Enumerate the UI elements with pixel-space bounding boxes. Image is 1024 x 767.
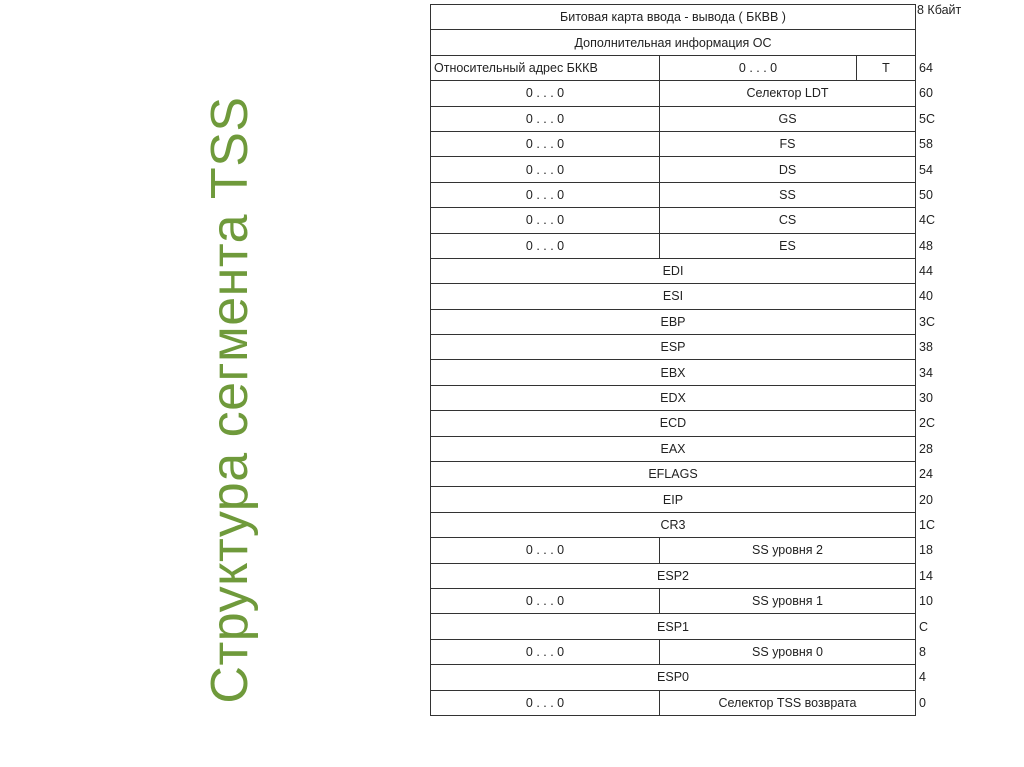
offset-label: 10 — [919, 594, 933, 609]
tss-row — [430, 30, 916, 55]
offset-label: 2C — [919, 416, 935, 431]
tss-row — [430, 360, 933, 385]
tss-row — [430, 437, 933, 462]
field-label: CR3 — [660, 518, 686, 532]
tss-row — [430, 259, 933, 284]
field-label: EIP — [662, 492, 684, 507]
field-label: Селектор LDT — [746, 86, 829, 101]
reserved-bits: 0 . . . 0 — [431, 234, 660, 258]
slide-title: Структура сегмента TSS — [201, 96, 259, 704]
offset-label: 3C — [919, 314, 935, 329]
field-label: ES — [779, 238, 796, 253]
offset-label: 8 — [919, 644, 926, 659]
tss-row — [430, 487, 933, 512]
field-label: EDX — [660, 391, 686, 406]
field-label: SS уровня 2 — [752, 543, 823, 558]
reserved-bits: 0 . . . 0 — [431, 81, 660, 105]
tss-row — [430, 691, 926, 716]
tss-row — [430, 183, 933, 208]
field-label: Дополнительная информация ОС — [574, 35, 772, 50]
field-label: ESP1 — [657, 619, 689, 634]
offset-label: 18 — [919, 543, 933, 558]
offset-label: 48 — [919, 238, 933, 253]
tss-row — [430, 640, 926, 665]
reserved-bits: 0 . . . 0 — [431, 183, 660, 207]
reserved-bits: 0 . . . 0 — [431, 640, 660, 664]
offset-label: 14 — [919, 568, 933, 583]
field-label: DS — [778, 162, 797, 177]
field-label: EBX — [660, 365, 686, 380]
offset-label: 30 — [919, 391, 933, 406]
offset-label: 24 — [919, 467, 933, 482]
reserved-bits: 0 . . . 0 — [431, 208, 660, 232]
tss-row — [430, 665, 926, 690]
offset-label: 40 — [919, 289, 933, 304]
field-label: ESP — [660, 340, 686, 355]
field-label: ECD — [659, 416, 687, 431]
tss-row — [430, 56, 933, 81]
offset-label: 54 — [919, 162, 933, 177]
reserved-bits: 0 . . . 0 — [431, 107, 660, 131]
field-label: EFLAGS — [648, 467, 698, 482]
reserved-bits: 0 . . . 0 — [431, 589, 660, 613]
offset-label: 50 — [919, 187, 933, 202]
tss-row — [430, 589, 933, 614]
offset-label: 28 — [919, 441, 933, 456]
tss-row — [430, 462, 933, 487]
offset-label: 20 — [919, 492, 933, 507]
trap-flag: T — [882, 60, 890, 75]
tss-row — [430, 335, 933, 360]
tss-row — [430, 132, 933, 157]
tss-structure-table — [430, 2, 962, 716]
offset-label: 60 — [919, 86, 933, 101]
tss-row — [430, 513, 935, 538]
field-label: Битовая карта ввода - вывода ( БКВВ ) — [560, 10, 786, 25]
tss-row — [430, 386, 933, 411]
offset-label: 4C — [919, 213, 935, 228]
offset-label: 64 — [919, 60, 933, 75]
offset-label: 34 — [919, 365, 933, 380]
reserved-bits: 0 . . . 0 — [431, 538, 660, 562]
field-label: SS уровня 0 — [752, 644, 823, 659]
field-label: SS — [779, 187, 796, 202]
field-label: CS — [778, 213, 797, 228]
tss-row — [430, 234, 933, 259]
field-label: FS — [779, 137, 796, 152]
tss-row — [430, 564, 933, 589]
tss-row — [430, 2, 962, 30]
reserved-bits: 0 . . . 0 — [431, 132, 660, 156]
reserved-bits: 0 . . . 0 — [660, 56, 857, 80]
tss-row — [430, 208, 935, 233]
field-label: ESI — [662, 289, 684, 304]
field-label: ESP2 — [657, 568, 689, 583]
reserved-bits: 0 . . . 0 — [431, 691, 660, 715]
field-label: SS уровня 1 — [752, 594, 823, 609]
tss-row — [430, 157, 933, 182]
offset-label: 4 — [919, 670, 926, 685]
tss-row — [430, 411, 935, 436]
offset-label: 0 — [919, 695, 926, 710]
offset-label: 38 — [919, 340, 933, 355]
offset-label: 58 — [919, 137, 933, 152]
field-label: GS — [778, 111, 797, 126]
reserved-bits: 0 . . . 0 — [431, 157, 660, 181]
tss-row — [430, 284, 933, 309]
tss-row — [430, 614, 929, 639]
offset-label: 8 Кбайт — [917, 2, 962, 17]
field-label: EBP — [660, 314, 686, 329]
offset-label: 1C — [919, 518, 935, 532]
field-label: Относительный адрес БККВ — [431, 56, 660, 80]
field-label: Селектор TSS возврата — [718, 695, 857, 710]
tss-row — [430, 81, 933, 106]
field-label: ESP0 — [657, 670, 689, 685]
field-label: EAX — [660, 441, 686, 456]
offset-label: 5C — [919, 111, 935, 126]
offset-label: C — [919, 619, 929, 634]
tss-row — [430, 107, 935, 132]
tss-row — [430, 310, 935, 335]
tss-row — [430, 538, 933, 563]
field-label: EDI — [662, 264, 684, 279]
offset-label: 44 — [919, 264, 933, 279]
